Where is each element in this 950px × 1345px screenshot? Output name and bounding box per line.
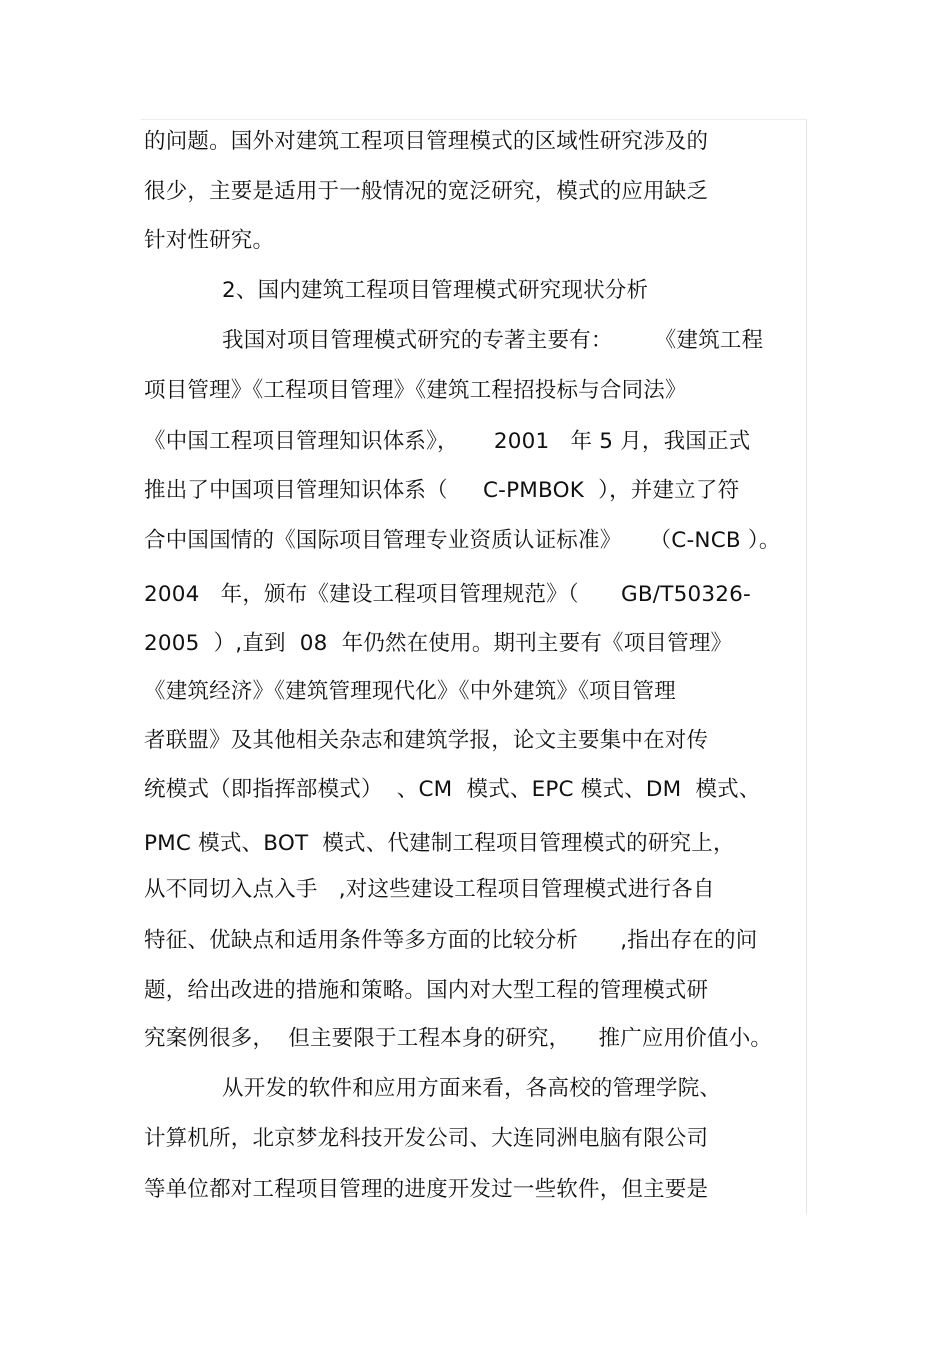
text-line: 统模式（即指挥部模式） 、CM 模式、EPC 模式、DM 模式、	[144, 777, 761, 802]
text-line: 合中国国情的《国际项目管理专业资质认证标准》 （C-NCB ）。	[144, 528, 781, 553]
text-line: 究案例很多， 但主要限于工程本身的研究， 推广应用价值小。	[144, 1026, 773, 1051]
text-line: 很少，主要是适用于一般情况的宽泛研究，模式的应用缺乏	[144, 179, 709, 204]
text-line: 《中国工程项目管理知识体系》， 2001 年 5 月，我国正式	[144, 429, 751, 454]
text-line: 项目管理》《工程项目管理》《建筑工程招投标与合同法》	[144, 378, 687, 403]
text-line: 2004 年，颁布《建设工程项目管理规范》（ GB/T50326-	[144, 582, 751, 607]
text-line: PMC 模式、BOT 模式、代建制工程项目管理模式的研究上，	[144, 831, 735, 856]
text-line: 计算机所，北京梦龙科技开发公司、大连同洲电脑有限公司	[144, 1126, 709, 1151]
text-line: 者联盟》及其他相关杂志和建筑学报，论文主要集中在对传	[144, 728, 709, 753]
text-line: 题，给出改进的措施和策略。国内对大型工程的管理模式研	[144, 978, 709, 1003]
text-line: 从开发的软件和应用方面来看，各高校的管理学院、	[222, 1076, 722, 1101]
text-line: 推出了中国项目管理知识体系（ C-PMBOK ），并建立了符	[144, 478, 740, 503]
text-line: 的问题。国外对建筑工程项目管理模式的区域性研究涉及的	[144, 129, 709, 154]
text-line: 针对性研究。	[144, 228, 275, 253]
text-line: 特征、优缺点和适用条件等多方面的比较分析 ,指出存在的问	[144, 928, 758, 953]
text-line: 2005 ）,直到 08 年仍然在使用。期刊主要有《项目管理》	[144, 631, 733, 656]
text-line: 等单位都对工程项目管理的进度开发过一些软件，但主要是	[144, 1177, 709, 1202]
section-heading: 2、国内建筑工程项目管理模式研究现状分析	[222, 278, 649, 303]
text-line: 从不同切入点入手 ,对这些建设工程项目管理模式进行各自	[144, 877, 715, 902]
text-line: 我国对项目管理模式研究的专著主要有： 《建筑工程	[222, 328, 764, 353]
text-line: 《建筑经济》《建筑管理现代化》《中外建筑》《项目管理	[144, 679, 676, 704]
